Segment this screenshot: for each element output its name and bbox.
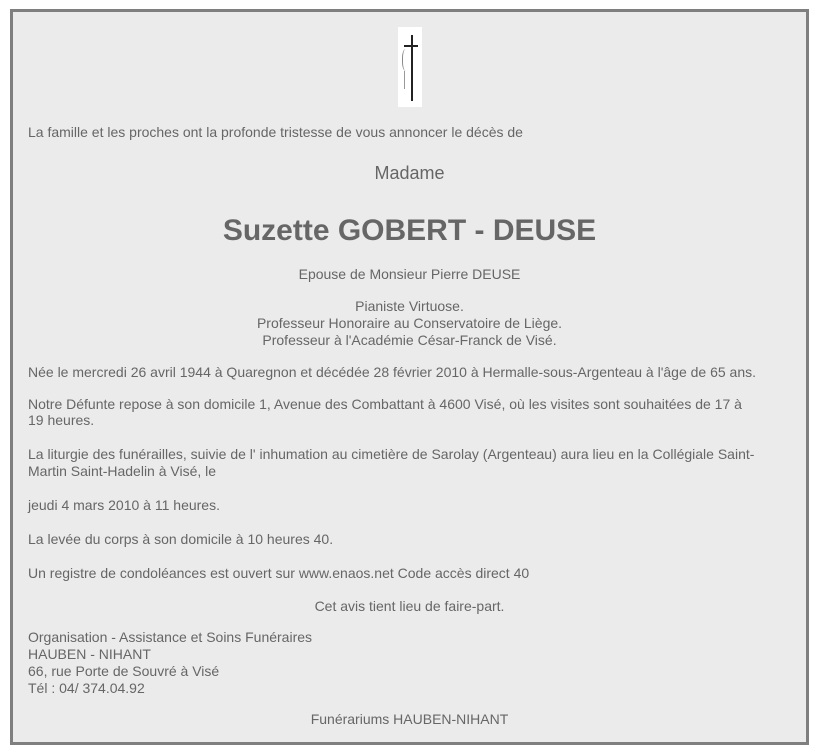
intro-text: La famille et les proches ont la profonde tristesse de vous annoncer le décès de [28,124,523,140]
notice-text: Cet avis tient lieu de faire-part. [314,598,505,614]
honorific: Madame [374,163,445,183]
organisation-line: 66, rue Porte de Souvré à Visé [28,663,220,679]
rest-text-line: Notre Défunte repose à son domicile 1, Avenue des Combattant à 4600 Visé, où les visites sont souhaitées de 17 à [28,396,742,412]
spouse-line: Epouse de Monsieur Pierre DEUSE [298,266,521,282]
role-line: Professeur à l'Académie César-Franck de Visé. [262,332,557,348]
organisation-line: HAUBEN - NIHANT [28,646,151,662]
ceremony-date: jeudi 4 mars 2010 à 11 heures. [28,497,220,513]
birth-death-text: Née le mercredi 26 avril 1944 à Quaregnon et décédée 28 février 2010 à Hermalle-sous-Argenteau à l'âge de 65 ans. [28,364,757,380]
liturgy-text-line: La liturgie des funérailles, suivie de l' inhumation au cimetière de Sarolay (Argenteau) aura lieu en la Collégiale Saint- [28,446,755,462]
deceased-name: Suzette GOBERT - DEUSE [222,214,597,247]
levee-text: La levée du corps à son domicile à 10 heures 40. [28,531,334,547]
role-line: Pianiste Virtuose. [355,298,464,314]
obituary-card [10,9,809,745]
role-line: Professeur Honoraire au Conservatoire de Liège. [256,315,563,331]
organisation-line: Organisation - Assistance et Soins Funéraires [28,629,313,645]
rest-text-line: 19 heures. [28,412,95,428]
condolences-text: Un registre de condoléances est ouvert sur www.enaos.net Code accès direct 40 [28,565,530,581]
organisation-line: Tél : 04/ 374.04.92 [28,680,145,696]
cross-icon [398,27,422,107]
liturgy-text-line: Martin Saint-Hadelin à Visé, le [28,463,217,479]
footer-text: Funérariums HAUBEN-NIHANT [310,711,509,727]
